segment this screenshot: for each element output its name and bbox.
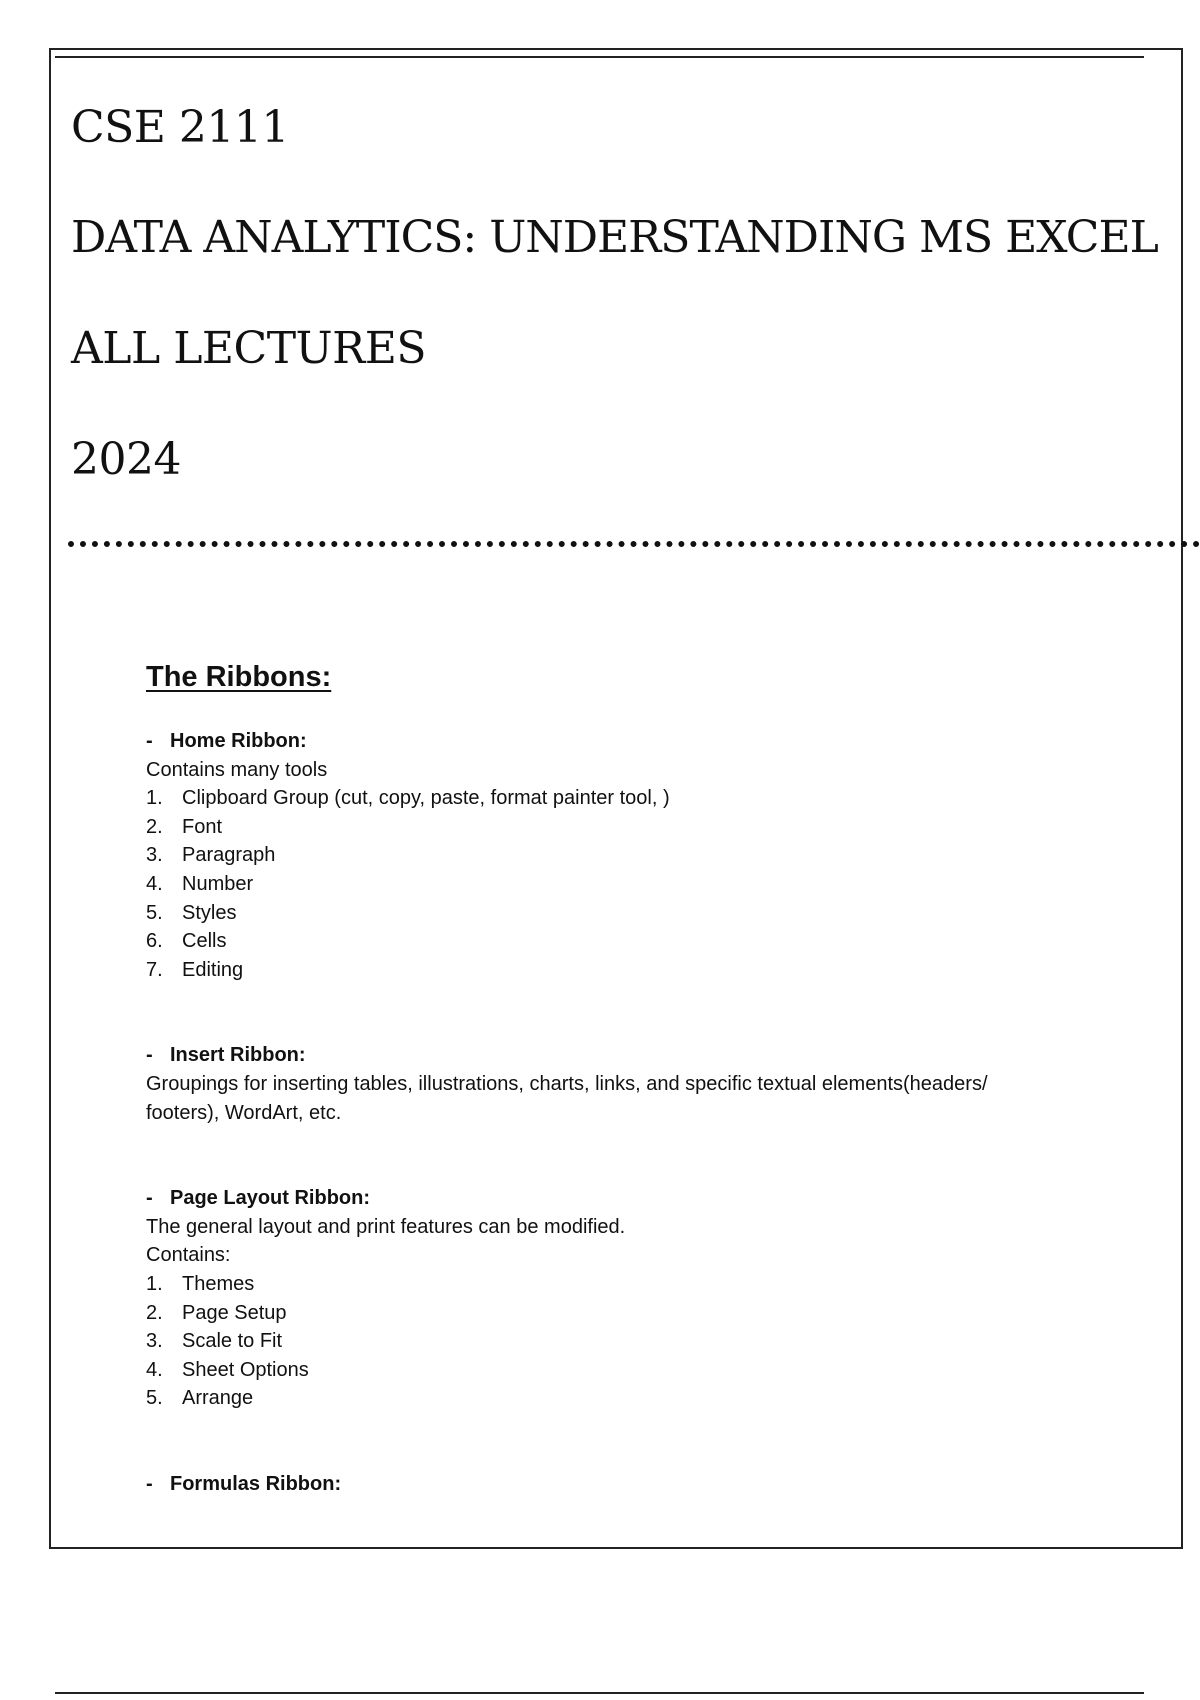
- page-layout-ribbon-block: [146, 1184, 1146, 1413]
- list-item: [146, 841, 1146, 870]
- list-text: Page Setup: [182, 1301, 287, 1324]
- list-item: [146, 1384, 1146, 1413]
- list-number: 2.: [146, 1301, 163, 1324]
- home-ribbon-list: [146, 784, 1146, 984]
- list-item: [146, 1270, 1146, 1299]
- insert-ribbon-block: [146, 1041, 1146, 1127]
- list-number: 1.: [146, 1272, 163, 1295]
- list-number: 3.: [146, 844, 163, 867]
- list-item: [146, 813, 1146, 842]
- list-text: Scale to Fit: [182, 1330, 283, 1353]
- insert-ribbon-title-text: Insert Ribbon:: [170, 1044, 306, 1067]
- list-number: 4.: [146, 1358, 163, 1381]
- list-text: Clipboard Group (cut, copy, paste, format painter tool, ): [182, 787, 670, 810]
- page-layout-ribbon-text-line1: The general layout and print features can be modified.: [146, 1215, 626, 1238]
- bottom-rule: [55, 1692, 1144, 1694]
- list-item: [146, 870, 1146, 899]
- list-number: 2.: [146, 815, 163, 838]
- list-number: 6.: [146, 930, 163, 953]
- bullet-dash: -: [146, 730, 153, 752]
- course-title: DATA ANALYTICS: UNDERSTANDING MS EXCEL: [71, 212, 1158, 263]
- dotted-divider: [68, 541, 1200, 547]
- home-ribbon-title-text: Home Ribbon:: [170, 730, 307, 752]
- list-item: [146, 927, 1146, 956]
- formulas-ribbon-title-text: Formulas Ribbon:: [170, 1472, 342, 1495]
- list-text: Paragraph: [182, 844, 276, 867]
- list-text: Cells: [182, 930, 227, 953]
- bullet-dash: -: [146, 1187, 153, 1210]
- document-year: 2024: [71, 434, 181, 485]
- insert-ribbon-text-line2: footers), WordArt, etc.: [146, 1101, 342, 1124]
- list-text: Font: [182, 815, 223, 838]
- formulas-ribbon-block: [146, 1470, 1146, 1499]
- bullet-dash: -: [146, 1472, 153, 1495]
- list-number: 7.: [146, 958, 163, 981]
- insert-ribbon-text-line1: Groupings for inserting tables, illustrations, charts, links, and specific textual elements(headers/: [146, 1072, 988, 1095]
- home-ribbon-intro: Contains many tools: [146, 758, 328, 781]
- top-rule: [55, 56, 1144, 58]
- list-item: [146, 899, 1146, 928]
- list-item: [146, 1299, 1146, 1328]
- list-item: [146, 1356, 1146, 1385]
- document-body: [146, 660, 1146, 1498]
- formulas-ribbon-title: [146, 1470, 1146, 1499]
- section-heading: The Ribbons:: [146, 661, 332, 693]
- page-layout-ribbon-list: [146, 1270, 1146, 1413]
- list-number: 3.: [146, 1330, 163, 1353]
- home-ribbon-block: [146, 727, 1146, 984]
- list-number: 5.: [146, 1387, 163, 1410]
- page-layout-ribbon-title: [146, 1184, 1146, 1213]
- insert-ribbon-title: [146, 1041, 1146, 1070]
- course-code: CSE 2111: [71, 102, 289, 153]
- list-text: Sheet Options: [182, 1358, 309, 1381]
- home-ribbon-title: [146, 727, 1146, 756]
- document-subtitle: ALL LECTURES: [71, 323, 427, 374]
- list-text: Styles: [182, 901, 237, 924]
- list-item: [146, 1327, 1146, 1356]
- list-text: Number: [182, 872, 254, 895]
- list-number: 1.: [146, 787, 163, 810]
- page-layout-ribbon-title-text: Page Layout Ribbon:: [170, 1187, 370, 1210]
- list-number: 5.: [146, 901, 163, 924]
- list-number: 4.: [146, 872, 163, 895]
- list-text: Arrange: [182, 1387, 254, 1410]
- list-text: Editing: [182, 958, 244, 981]
- page-layout-ribbon-text-line2: Contains:: [146, 1244, 231, 1267]
- list-text: Themes: [182, 1272, 255, 1295]
- bullet-dash: -: [146, 1044, 153, 1067]
- list-item: [146, 784, 1146, 813]
- list-item: [146, 956, 1146, 985]
